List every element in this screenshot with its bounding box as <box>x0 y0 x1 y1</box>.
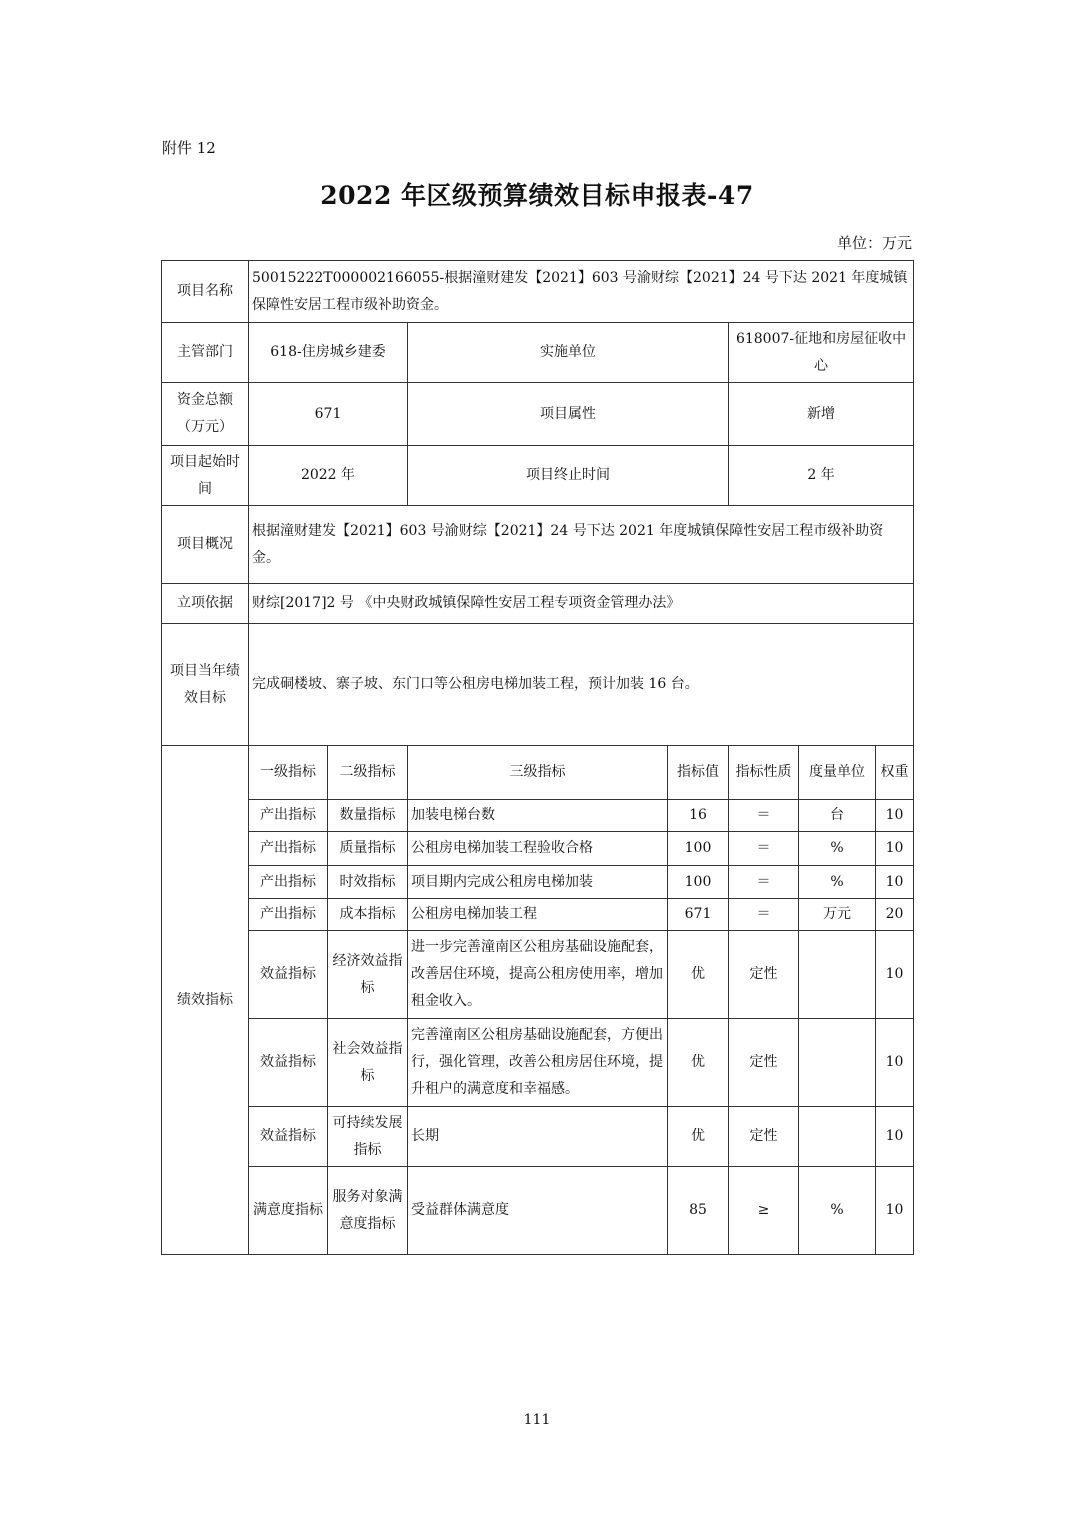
row-level1: 产出指标 <box>249 800 328 832</box>
row-nature: ≥ <box>729 1167 799 1255</box>
basis-label: 立项依据 <box>162 584 249 624</box>
row-weight: 10 <box>876 931 914 1019</box>
header-level3: 三级指标 <box>408 746 668 800</box>
impl-unit-label: 实施单位 <box>408 323 729 383</box>
dept-label: 主管部门 <box>162 323 249 383</box>
row-value: 优 <box>668 1107 729 1167</box>
overview-label: 项目概况 <box>162 506 249 584</box>
row-unit <box>799 1107 876 1167</box>
row-level1: 效益指标 <box>249 1019 328 1107</box>
row-level3: 加装电梯台数 <box>408 800 668 832</box>
row-value: 100 <box>668 832 729 866</box>
row-level2: 数量指标 <box>328 800 408 832</box>
header-level1: 一级指标 <box>249 746 328 800</box>
row-weight: 10 <box>876 800 914 832</box>
project-name-label: 项目名称 <box>162 261 249 323</box>
attachment-label: 附件 12 <box>162 139 216 157</box>
row-nature: 定性 <box>729 1019 799 1107</box>
row-value: 671 <box>668 899 729 931</box>
impl-unit-value: 618007-征地和房屋征收中心 <box>729 323 914 383</box>
row-level2: 成本指标 <box>328 899 408 931</box>
row-level2: 时效指标 <box>328 866 408 899</box>
row-nature: 定性 <box>729 1107 799 1167</box>
table-row <box>162 800 914 832</box>
row-unit: % <box>799 832 876 866</box>
table-row <box>162 899 914 931</box>
row-level1: 产出指标 <box>249 899 328 931</box>
header-weight: 权重 <box>876 746 914 800</box>
header-level2: 二级指标 <box>328 746 408 800</box>
page-title: 2022 年区级预算绩效目标申报表-47 <box>320 181 754 210</box>
row-nature: ＝ <box>729 832 799 866</box>
row-value: 优 <box>668 1019 729 1107</box>
row-level1: 效益指标 <box>249 931 328 1019</box>
row-level3: 项目期内完成公租房电梯加装 <box>408 866 668 899</box>
table-row <box>162 832 914 866</box>
row-weight: 10 <box>876 1167 914 1255</box>
row-unit <box>799 931 876 1019</box>
row-unit: % <box>799 866 876 899</box>
row-unit: 万元 <box>799 899 876 931</box>
row-weight: 20 <box>876 899 914 931</box>
row-value: 85 <box>668 1167 729 1255</box>
row-level2: 质量指标 <box>328 832 408 866</box>
overview-value: 根据潼财建发【2021】603 号渝财综【2021】24 号下达 2021 年度城镇保障性安居工程市级补助资金。 <box>249 506 914 584</box>
row-level2: 可持续发展指标 <box>328 1107 408 1167</box>
row-value: 100 <box>668 866 729 899</box>
end-time-label: 项目终止时间 <box>408 446 729 506</box>
project-name-value: 50015222T000002166055-根据潼财建发【2021】603 号渝财综【2021】24 号下达 2021 年度城镇保障性安居工程市级补助资金。 <box>249 261 914 323</box>
project-attr-value: 新增 <box>729 383 914 446</box>
basis-value: 财综[2017]2 号 《中央财政城镇保障性安居工程专项资金管理办法》 <box>249 584 914 624</box>
row-level3: 进一步完善潼南区公租房基础设施配套，改善居住环境，提高公租房使用率，增加租金收入。 <box>408 931 668 1019</box>
row-level1: 满意度指标 <box>249 1167 328 1255</box>
row-level3: 长期 <box>408 1107 668 1167</box>
table-row <box>162 1107 914 1167</box>
start-time-value: 2022 年 <box>249 446 408 506</box>
row-nature: ＝ <box>729 866 799 899</box>
row-nature: ＝ <box>729 800 799 832</box>
fund-total-value: 671 <box>249 383 408 446</box>
row-unit <box>799 1019 876 1107</box>
row-value: 16 <box>668 800 729 832</box>
row-unit: 台 <box>799 800 876 832</box>
row-level1: 产出指标 <box>249 832 328 866</box>
end-time-value: 2 年 <box>729 446 914 506</box>
row-level3: 公租房电梯加装工程验收合格 <box>408 832 668 866</box>
annual-goal-value: 完成硐楼坡、寨子坡、东门口等公租房电梯加装工程，预计加装 16 台。 <box>249 624 914 746</box>
row-level3: 公租房电梯加装工程 <box>408 899 668 931</box>
table-row <box>162 866 914 899</box>
row-nature: 定性 <box>729 931 799 1019</box>
row-level1: 产出指标 <box>249 866 328 899</box>
row-level3: 受益群体满意度 <box>408 1167 668 1255</box>
row-nature: ＝ <box>729 899 799 931</box>
project-attr-label: 项目属性 <box>408 383 729 446</box>
unit-label: 单位：万元 <box>836 234 912 252</box>
row-weight: 10 <box>876 832 914 866</box>
row-unit: % <box>799 1167 876 1255</box>
row-weight: 10 <box>876 1019 914 1107</box>
table-row <box>162 931 914 1019</box>
header-nature: 指标性质 <box>729 746 799 800</box>
table-row <box>162 1019 914 1107</box>
row-level2: 社会效益指标 <box>328 1019 408 1107</box>
row-level3: 完善潼南区公租房基础设施配套，方便出行，强化管理，改善公租房居住环境，提升租户的满意度和幸福感。 <box>408 1019 668 1107</box>
page-number: 111 <box>523 1412 551 1428</box>
start-time-label: 项目起始时间 <box>162 446 249 506</box>
dept-value: 618-住房城乡建委 <box>249 323 408 383</box>
header-unit: 度量单位 <box>799 746 876 800</box>
table-row <box>162 1167 914 1255</box>
annual-goal-label: 项目当年绩效目标 <box>162 624 249 746</box>
row-weight: 10 <box>876 866 914 899</box>
row-weight: 10 <box>876 1107 914 1167</box>
row-level2: 经济效益指标 <box>328 931 408 1019</box>
row-value: 优 <box>668 931 729 1019</box>
row-level2: 服务对象满意度指标 <box>328 1167 408 1255</box>
header-value: 指标值 <box>668 746 729 800</box>
fund-total-label: 资金总额（万元） <box>162 383 249 446</box>
budget-performance-table <box>161 260 914 1255</box>
performance-section-label: 绩效指标 <box>162 746 249 1255</box>
row-level1: 效益指标 <box>249 1107 328 1167</box>
